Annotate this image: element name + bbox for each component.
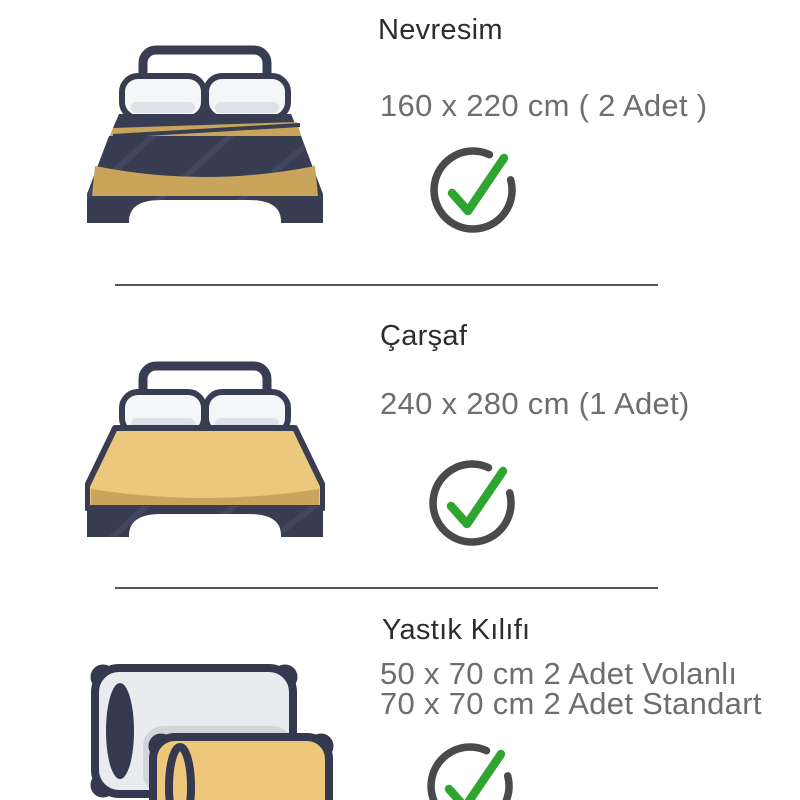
section-title-yastik-kilifi: Yastık Kılıfı [382, 614, 531, 646]
pillows-icon [83, 662, 335, 800]
included-check-icon [427, 144, 519, 236]
section-size-carsaf: 240 x 280 cm (1 Adet) [380, 386, 690, 421]
section-title-carsaf: Çarşaf [380, 320, 468, 352]
included-check-icon [426, 457, 518, 549]
double-bed-duvet-icon [85, 42, 325, 224]
section-divider [115, 587, 658, 589]
included-check-icon [424, 740, 516, 800]
section-size-yastik-line1: 50 x 70 cm 2 Adet Volanlı [380, 656, 738, 691]
section-size-yastik-line2: 70 x 70 cm 2 Adet Standart [380, 686, 762, 721]
section-title-nevresim: Nevresim [378, 14, 503, 46]
section-divider [115, 284, 658, 286]
section-size-nevresim: 160 x 220 cm ( 2 Adet ) [380, 88, 708, 123]
double-bed-sheet-icon [85, 358, 325, 538]
